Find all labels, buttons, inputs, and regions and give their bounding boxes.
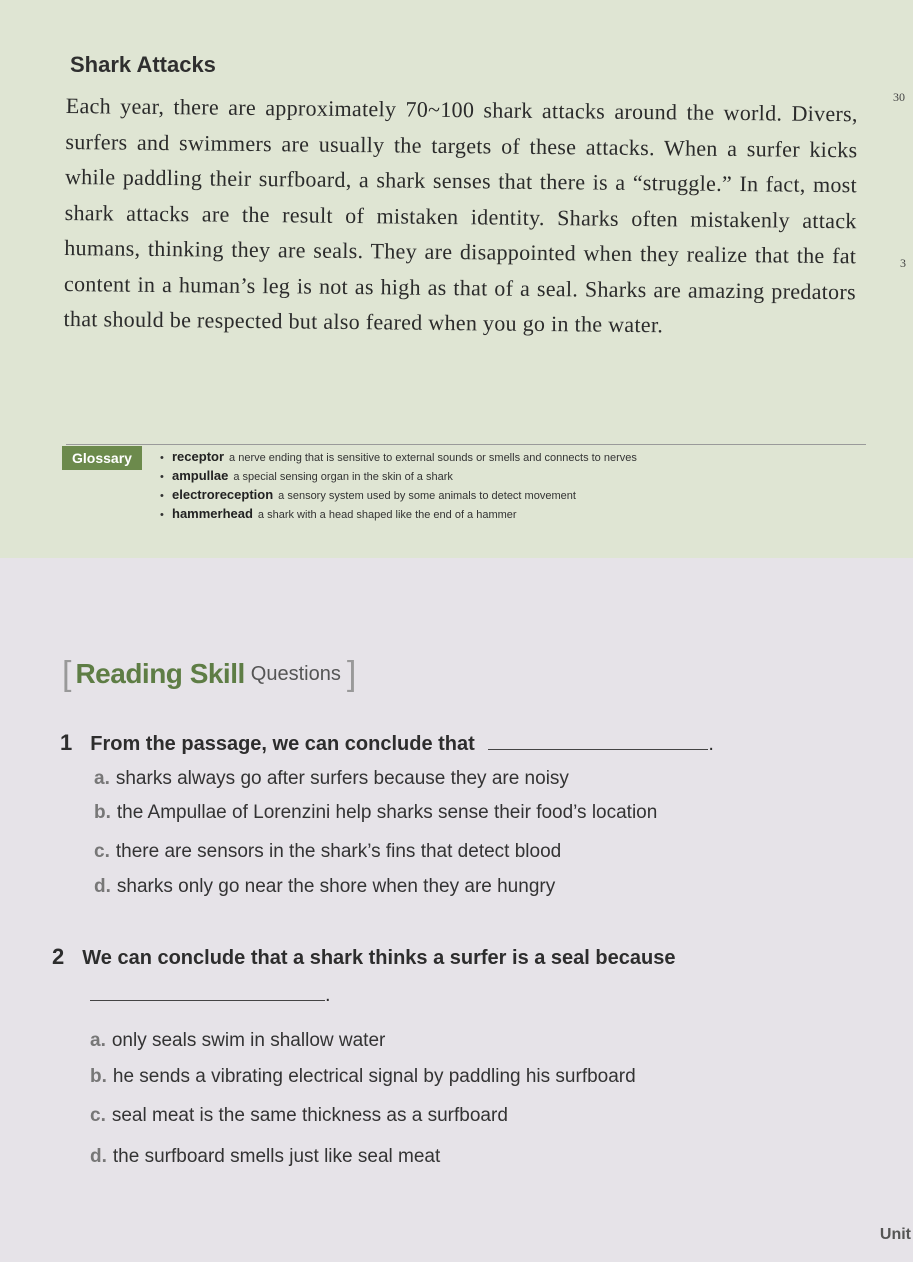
option-letter: b. <box>90 1066 107 1087</box>
option-1b[interactable] <box>94 802 657 824</box>
option-letter: c. <box>94 841 110 862</box>
option-text: seal meat is the same thickness as a surfboard <box>111 1105 508 1126</box>
question-2 <box>52 944 675 970</box>
question-1 <box>60 730 714 756</box>
glossary-term: hammerhead <box>172 506 253 521</box>
glossary-item <box>160 505 637 524</box>
glossary-divider <box>66 444 866 445</box>
option-text: sharks always go after surfers because they are noisy <box>115 768 569 789</box>
question-end: . <box>708 733 714 755</box>
glossary-definition: a sensory system used by some animals to detect movement <box>278 490 576 502</box>
bullet-icon: • <box>160 471 164 483</box>
bracket-open: [ <box>62 655 72 693</box>
option-1d[interactable] <box>94 876 555 898</box>
glossary-item <box>160 448 637 467</box>
section-subtitle: Questions <box>250 662 341 685</box>
glossary-item <box>160 467 637 486</box>
option-letter: a. <box>94 768 110 789</box>
line-number: 30 <box>893 90 905 104</box>
line-number-side: 3 <box>900 256 906 270</box>
option-2b[interactable] <box>90 1066 636 1088</box>
glossary-item <box>160 486 637 505</box>
section-heading <box>62 655 356 693</box>
option-2a[interactable] <box>90 1030 385 1052</box>
bullet-icon: • <box>160 509 164 521</box>
answer-blank[interactable] <box>488 748 708 750</box>
question-2-blank-line <box>90 984 331 1007</box>
option-letter: d. <box>90 1146 107 1167</box>
option-text: only seals swim in shallow water <box>111 1030 386 1051</box>
glossary-definition: a shark with a head shaped like the end of a hammer <box>257 509 517 521</box>
option-text: the Ampullae of Lorenzini help sharks sense their food’s location <box>116 802 658 823</box>
option-letter: d. <box>94 876 111 897</box>
glossary-definition: a nerve ending that is sensitive to external sounds or smells and connects to nerves <box>229 452 637 464</box>
glossary-term: electroreception <box>172 487 274 502</box>
option-letter: b. <box>94 802 111 823</box>
option-1c[interactable] <box>94 841 561 863</box>
unit-label: Unit <box>879 1226 911 1243</box>
passage-body <box>63 88 858 345</box>
section-title: Reading Skill <box>75 658 245 689</box>
option-2c[interactable] <box>90 1105 508 1127</box>
bullet-icon: • <box>160 452 164 464</box>
glossary-label: Glossary <box>62 446 142 470</box>
option-letter: c. <box>90 1105 106 1126</box>
question-stem: From the passage, we can conclude that <box>90 733 475 755</box>
passage-paragraph: Each year, there are approximately 70~100 shark attacks around the world. Divers, surfers and swimmers are usually the targets of these attacks. When a surfer kicks while paddling their surfboard, a shark senses that there is a “struggle.” In fact, most shark attacks are the result of mistaken identity. Sharks often mistakenly attack humans, thinking they are seals. They are disappointed when they realize that the fat content in a human’s leg is not as high as that of a seal. Sharks are amazing predators that should be respected but also feared when you go in the water. <box>63 92 858 338</box>
glossary-definition: a special sensing organ in the skin of a shark <box>233 471 453 483</box>
glossary-term: receptor <box>172 449 225 464</box>
passage-title: Shark Attacks <box>70 52 216 77</box>
answer-blank[interactable] <box>90 999 325 1001</box>
question-number: 1 <box>60 730 73 755</box>
option-letter: a. <box>90 1030 106 1051</box>
option-text: the surfboard smells just like seal meat <box>112 1146 441 1167</box>
glossary-term: ampullae <box>172 468 229 483</box>
option-1a[interactable] <box>94 768 569 790</box>
question-stem: We can conclude that a shark thinks a surfer is a seal because <box>82 947 676 969</box>
option-text: he sends a vibrating electrical signal by paddling his surfboard <box>112 1066 636 1087</box>
question-end: . <box>325 984 331 1006</box>
bullet-icon: • <box>160 490 164 502</box>
question-number: 2 <box>52 944 65 969</box>
option-text: there are sensors in the shark’s fins that detect blood <box>115 841 562 862</box>
bracket-close: ] <box>346 655 357 693</box>
option-2d[interactable] <box>90 1146 440 1168</box>
glossary-list <box>160 448 637 524</box>
option-text: sharks only go near the shore when they are hungry <box>116 876 556 897</box>
